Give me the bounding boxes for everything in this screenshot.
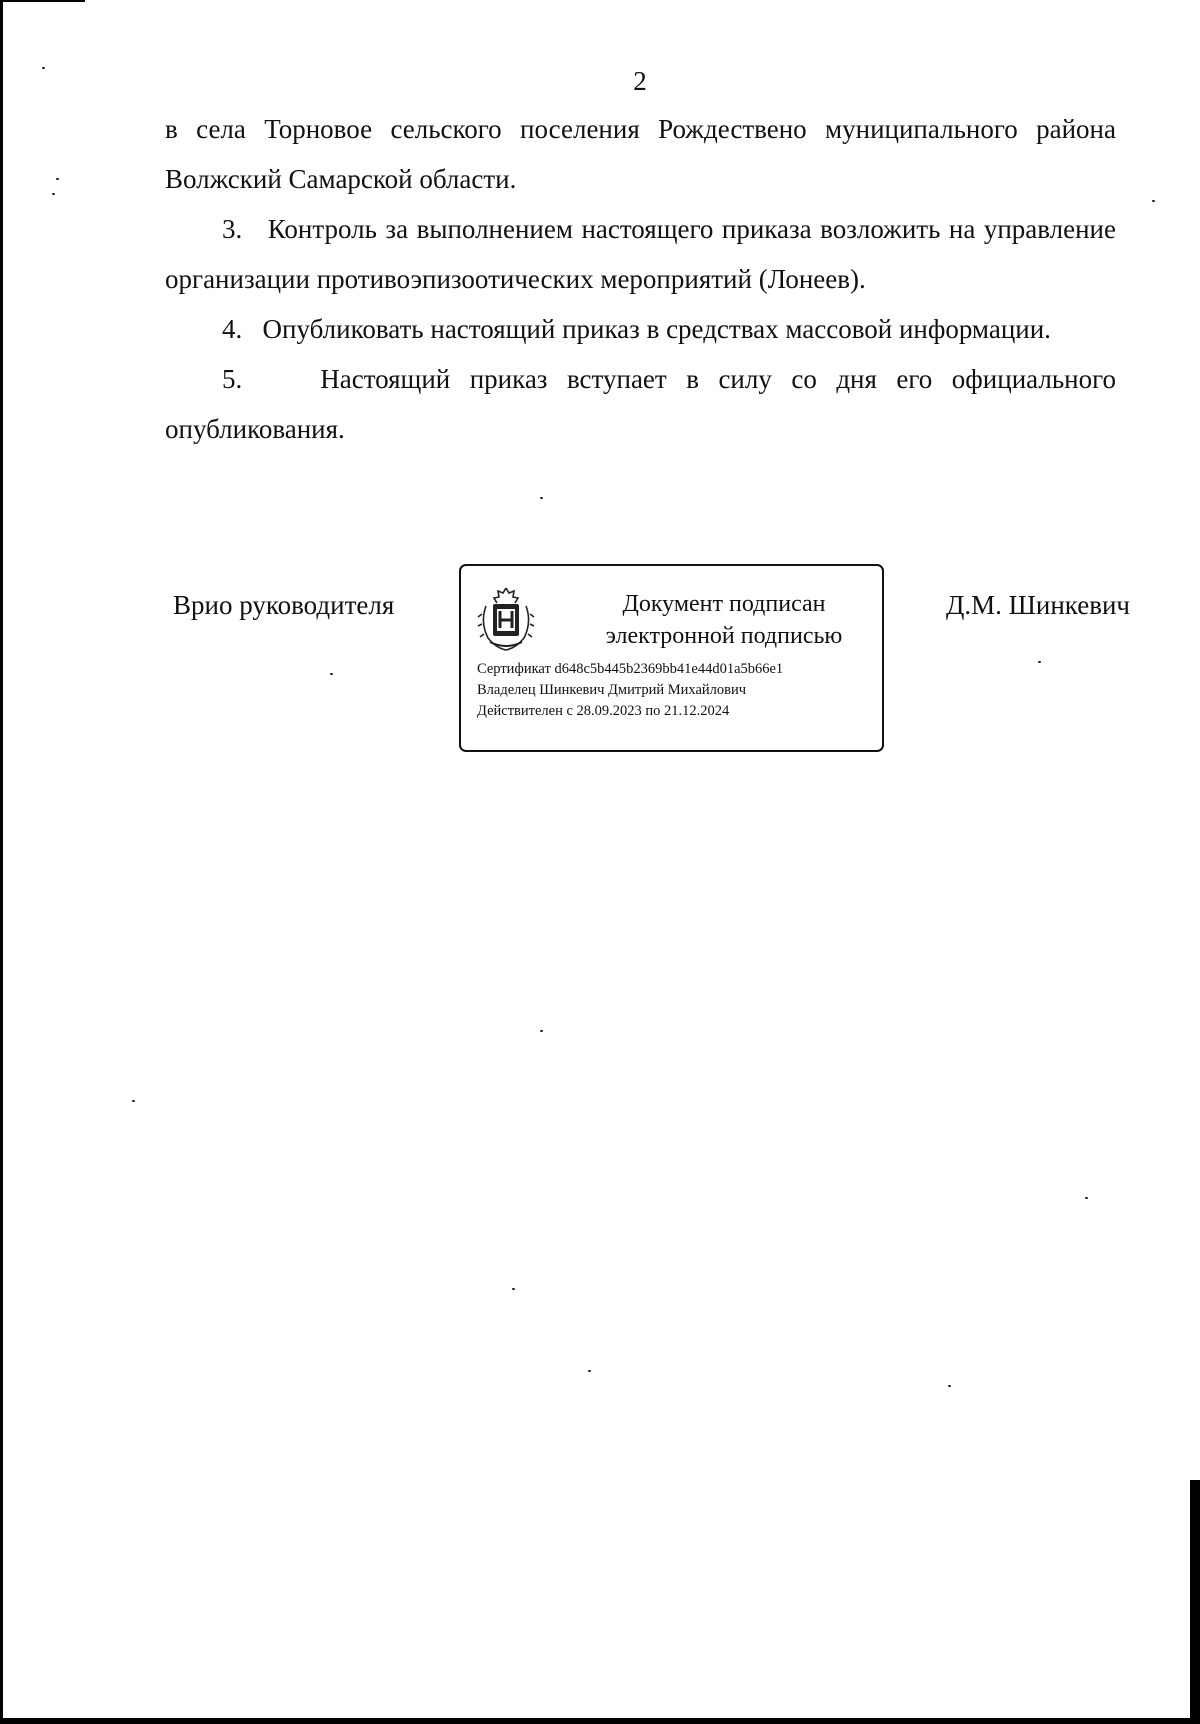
scan-border-top-left (0, 0, 85, 2)
scan-speck (512, 1288, 515, 1290)
scan-speck (330, 673, 333, 675)
stamp-owner: Владелец Шинкевич Дмитрий Михайлович (477, 682, 747, 698)
scan-speck (588, 1370, 591, 1372)
scan-speck (948, 1385, 951, 1387)
page-number: 2 (633, 66, 647, 96)
paragraph-item-5: 5. Настоящий приказ вступает в силу со дня его официального опубликования. (165, 364, 1116, 444)
scan-speck (52, 193, 55, 195)
scan-speck (540, 497, 543, 499)
scan-speck (132, 1100, 135, 1102)
scan-border-bottom (0, 1718, 1200, 1724)
paragraph-item-4: 4. Опубликовать настоящий приказ в средствах массовой информации. (222, 314, 1051, 344)
scan-speck (1038, 661, 1041, 663)
stamp-title (579, 588, 869, 652)
paragraph-item-3: 3. Контроль за выполнением настоящего приказа возложить на управление организации противоэпизоотических мероприятий (Лонеев). (165, 214, 1116, 294)
stamp-certificate: Сертификат d648c5b445b2369bb41e44d01a5b66e1 (477, 661, 784, 677)
stamp-title-line-2: электронной подписью (605, 623, 843, 649)
scan-border-right (1190, 1480, 1200, 1724)
scan-speck (56, 178, 59, 180)
document-body (165, 104, 1116, 454)
stamp-title-line-1: Документ подписан (622, 591, 826, 617)
paragraph-continuation: в села Торновое сельского поселения Рождествено муниципального района Волжский Самарской области. (165, 114, 1116, 194)
stamp-validity: Действителен с 28.09.2023 по 21.12.2024 (477, 703, 730, 719)
signatory-position: Врио руководителя (173, 590, 395, 620)
scan-speck (1152, 200, 1155, 202)
signatory-name: Д.М. Шинкевич (945, 590, 1130, 620)
scan-speck (540, 1030, 543, 1032)
coat-of-arms-icon (476, 584, 536, 652)
electronic-signature-stamp (459, 564, 884, 752)
scan-speck (1085, 1197, 1088, 1199)
stamp-details (477, 659, 783, 722)
scan-border-left (0, 0, 3, 1724)
